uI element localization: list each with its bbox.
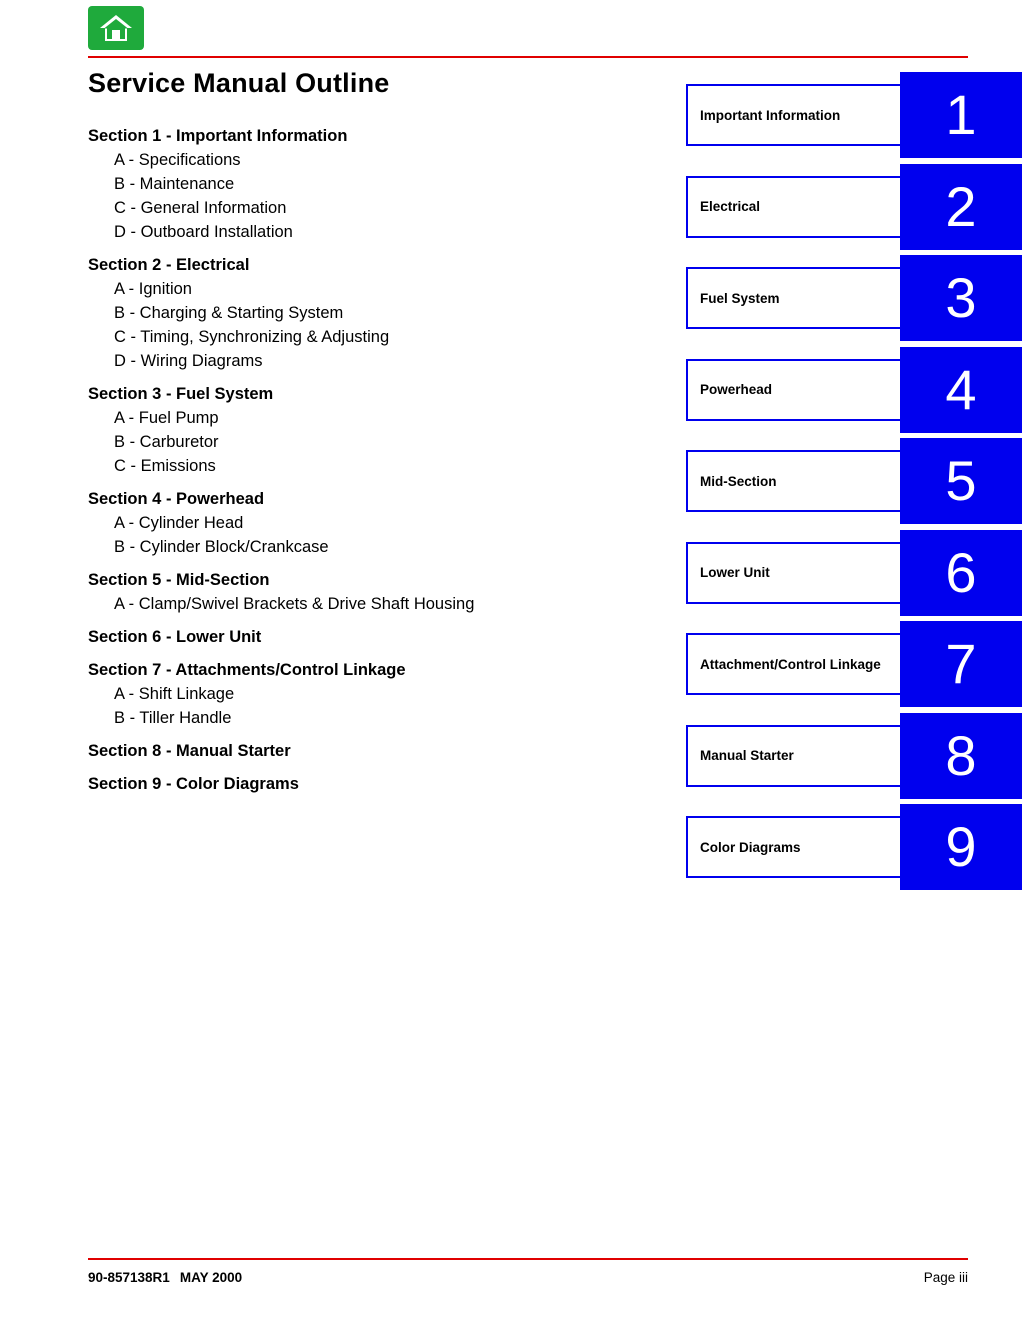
tab-label-box[interactable] — [686, 816, 904, 878]
tab-row-lower-unit[interactable] — [686, 542, 1022, 634]
tab-number-box[interactable] — [900, 164, 1022, 250]
outline-section-heading: Section 9 - Color Diagrams — [88, 775, 299, 793]
footer-date: MAY 2000 — [179, 1270, 243, 1285]
tab-number-box[interactable] — [900, 804, 1022, 890]
outline-sub-item: B - Cylinder Block/Crankcase — [114, 538, 329, 556]
tab-label: Lower Unit — [700, 565, 770, 580]
footer-document-info — [88, 1270, 242, 1285]
header-divider — [88, 56, 968, 58]
outline-sub-item: A - Clamp/Swivel Brackets & Drive Shaft Housing — [114, 595, 475, 613]
tab-label: Electrical — [700, 199, 761, 214]
tab-row-color-diagrams[interactable] — [686, 816, 1022, 908]
tab-number-box[interactable] — [900, 621, 1022, 707]
outline-sub-item: B - Maintenance — [114, 175, 235, 193]
tab-row-important-information[interactable] — [686, 84, 1022, 176]
outline-sub-item: B - Carburetor — [114, 433, 219, 451]
footer-document-number: 90-857138R1 — [88, 1270, 170, 1285]
tab-number: 9 — [945, 815, 977, 878]
tab-label: Fuel System — [700, 290, 780, 306]
tab-number-box[interactable] — [900, 530, 1022, 616]
tab-row-fuel-system[interactable] — [686, 267, 1022, 359]
tab-number: 1 — [945, 83, 977, 146]
tab-label-box[interactable] — [686, 176, 904, 238]
tab-number: 7 — [945, 632, 977, 695]
outline-section-heading: Section 1 - Important Information — [88, 127, 348, 145]
outline-section-heading: Section 2 - Electrical — [88, 256, 250, 274]
tab-label: Attachment/Control Linkage — [700, 656, 881, 672]
outline-sub-item: A - Ignition — [114, 280, 192, 298]
tab-row-manual-starter[interactable] — [686, 725, 1022, 817]
outline-section-heading: Section 3 - Fuel System — [88, 385, 274, 403]
tab-label-box[interactable] — [686, 542, 904, 604]
home-icon[interactable] — [88, 6, 144, 50]
outline-sub-item: C - Timing, Synchronizing & Adjusting — [114, 328, 390, 346]
tab-number-box[interactable] — [900, 255, 1022, 341]
outline-sub-item: C - Emissions — [114, 457, 216, 475]
page-title: Service Manual Outline — [88, 68, 390, 98]
footer-divider — [88, 1258, 968, 1260]
tab-number-box[interactable] — [900, 347, 1022, 433]
tab-label: Mid-Section — [700, 473, 777, 489]
tab-row-powerhead[interactable] — [686, 359, 1022, 451]
tab-number: 8 — [945, 723, 977, 787]
outline-sub-item: B - Charging & Starting System — [114, 304, 344, 322]
outline-section-heading: Section 7 - Attachments/Control Linkage — [88, 661, 406, 679]
tab-label-box[interactable] — [686, 267, 904, 329]
outline-section-heading: Section 5 - Mid-Section — [88, 571, 270, 589]
tab-label: Important Information — [700, 107, 841, 123]
tab-row-attachment-control-linkage[interactable] — [686, 633, 1022, 725]
tab-row-mid-section[interactable] — [686, 450, 1022, 542]
tab-label: Powerhead — [700, 382, 773, 397]
tab-number: 6 — [945, 540, 977, 604]
outline-sub-item: A - Shift Linkage — [114, 685, 235, 703]
tab-number: 2 — [945, 174, 977, 238]
outline-sub-item: B - Tiller Handle — [114, 709, 232, 727]
tab-number: 3 — [945, 266, 977, 329]
outline-section-heading: Section 4 - Powerhead — [88, 490, 265, 508]
tab-number-box[interactable] — [900, 438, 1022, 524]
outline-sub-item: D - Outboard Installation — [114, 223, 293, 241]
tab-number-box[interactable] — [900, 713, 1022, 799]
tab-label: Color Diagrams — [700, 839, 801, 855]
outline-sub-item: A - Cylinder Head — [114, 514, 244, 532]
tab-number: 4 — [945, 357, 977, 421]
service-manual-outline — [88, 124, 648, 796]
tab-label-box[interactable] — [686, 84, 904, 146]
footer-page-number: Page iii — [923, 1270, 968, 1285]
tab-number: 5 — [945, 449, 977, 512]
tab-number-box[interactable] — [900, 72, 1022, 158]
section-tab-index — [686, 84, 1022, 908]
outline-sub-item: C - General Information — [114, 199, 287, 217]
outline-section-heading: Section 8 - Manual Starter — [88, 742, 291, 760]
tab-row-electrical[interactable] — [686, 176, 1022, 268]
tab-label: Manual Starter — [700, 748, 794, 763]
outline-sub-item: A - Specifications — [114, 151, 241, 169]
outline-sub-item: A - Fuel Pump — [114, 409, 219, 427]
tab-label-box[interactable] — [686, 725, 904, 787]
tab-label-box[interactable] — [686, 359, 904, 421]
tab-label-box[interactable] — [686, 450, 904, 512]
outline-sub-item: D - Wiring Diagrams — [114, 352, 263, 370]
outline-section-heading: Section 6 - Lower Unit — [88, 628, 262, 646]
tab-label-box[interactable] — [686, 633, 904, 695]
